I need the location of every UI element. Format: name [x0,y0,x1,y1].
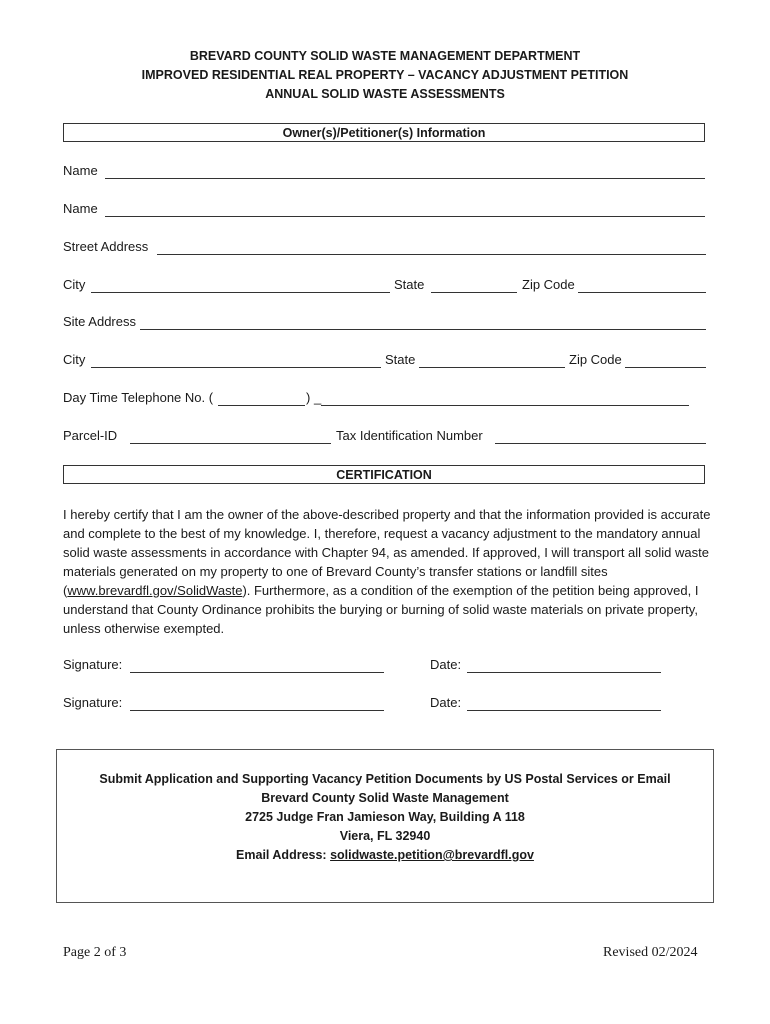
street-address-row [63,238,708,258]
signature-field-2[interactable] [130,710,384,711]
certification-text [63,505,711,638]
parcel-tax-row [63,427,708,447]
street-address-field[interactable] [157,254,706,255]
site-address-label: Site Address [63,314,136,329]
telephone-row [63,389,708,409]
zip-field-2[interactable] [625,367,706,368]
date-field-1[interactable] [467,672,661,673]
parcel-id-field[interactable] [130,443,331,444]
email-label: Email Address: [236,848,331,862]
tax-id-label: Tax Identification Number [336,428,483,443]
submission-instructions-box [56,749,714,903]
city-field-2[interactable] [91,367,381,368]
state-field-2[interactable] [419,367,565,368]
submit-instructions: Submit Application and Supporting Vacancy Petition Documents by US Postal Services or Email [99,772,671,786]
telephone-label: Day Time Telephone No. ( [63,390,214,405]
name-label: Name [63,201,98,216]
submit-email-line [57,846,713,865]
city-field-1[interactable] [91,292,390,293]
state-field-1[interactable] [431,292,517,293]
signature-label: Signature: [63,657,123,672]
site-address-field[interactable] [140,329,706,330]
signature-row-2 [63,694,708,714]
tax-id-field[interactable] [495,443,706,444]
city-label: City [63,352,86,367]
submit-street: 2725 Judge Fran Jamieson Way, Building A 118 [245,810,525,824]
telephone-field[interactable] [321,405,689,406]
name-row-2 [63,200,708,220]
zip-label: Zip Code [522,277,575,292]
parcel-id-label: Parcel-ID [63,428,118,443]
date-label: Date: [430,695,462,710]
telephone-close-paren: ) _ [306,390,322,405]
certification-header: CERTIFICATION [63,465,705,484]
header-assessments: ANNUAL SOLID WASTE ASSESSMENTS [265,87,505,101]
owner-section-header: Owner(s)/Petitioner(s) Information [63,123,705,142]
state-label: State [394,277,425,292]
city-state-zip-row-2 [63,351,708,371]
name-field-2[interactable] [105,216,705,217]
header-department: BREVARD COUNTY SOLID WASTE MANAGEMENT DEPARTMENT [189,49,581,63]
submit-city: Viera, FL 32940 [339,829,431,843]
name-row-1 [63,162,708,182]
state-label: State [385,352,416,367]
zip-field-1[interactable] [578,292,706,293]
email-link[interactable]: solidwaste.petition@brevardfl.gov [330,848,534,862]
site-address-row [63,313,708,333]
name-field-1[interactable] [105,178,705,179]
signature-label: Signature: [63,695,123,710]
page-number: Page 2 of 3 [63,945,127,960]
zip-label: Zip Code [569,352,622,367]
date-label: Date: [430,657,462,672]
date-field-2[interactable] [467,710,661,711]
name-label: Name [63,163,98,178]
signature-field-1[interactable] [130,672,384,673]
revision-date: Revised 02/2024 [603,945,698,960]
solid-waste-link[interactable]: www.brevardfl.gov/SolidWaste [67,583,243,598]
header-petition-title: IMPROVED RESIDENTIAL REAL PROPERTY – VACANCY ADJUSTMENT PETITION [141,68,629,82]
city-label: City [63,277,86,292]
submit-department: Brevard County Solid Waste Management [261,791,509,805]
certification-text-part2: ). Furthermore, as a condition of the exemption of the petition being approved, I understand that County Ordinance prohibits the burying or burning of solid waste materials on private property, unless otherwise exempted. [63,583,699,636]
street-address-label: Street Address [63,239,149,254]
city-state-zip-row-1 [63,276,708,296]
certification-text-part1: I hereby certify that I am the owner of the above-described property and that the information provided is accurate and complete to the best of my knowledge. I, therefore, request a vacancy adjustment to the mandatory annual solid waste assessments in accordance with Chapter 94, as amended. If approved, I will transport all solid waste materials generated on my property to one of Brevard County’s transfer stations or landfill sites ( [63,507,711,598]
signature-row-1 [63,656,708,676]
area-code-field[interactable] [218,405,305,406]
